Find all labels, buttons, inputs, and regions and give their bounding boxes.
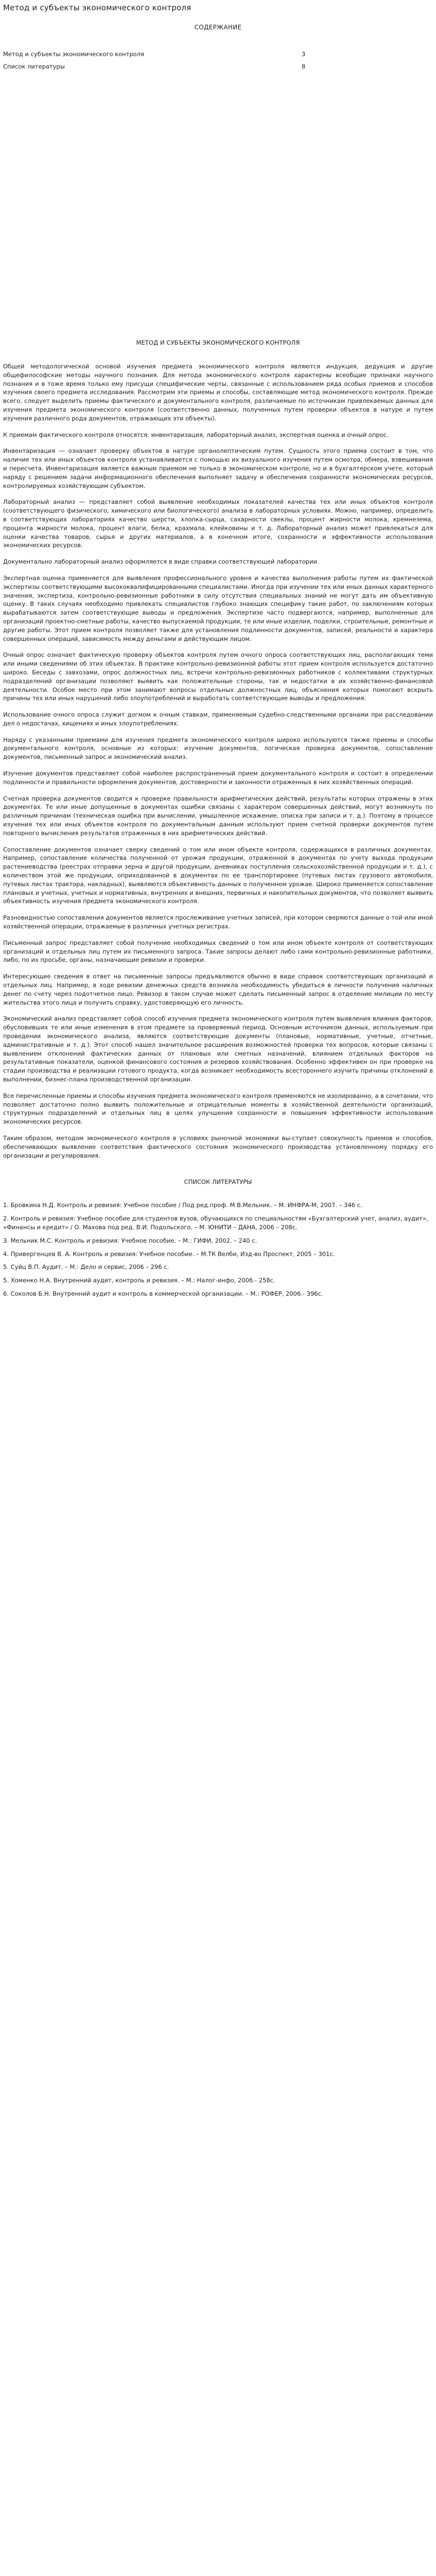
toc-item-page: 3 bbox=[302, 50, 306, 58]
paragraph: Наряду с указанными приемами для изучения предмета экономического контроля широко используются также приемы и способы документального контроля, основные из которых: изучение документов, логическая проверка документов, сопоставление документов, письменный запрос и экономический анализ. bbox=[3, 736, 433, 761]
paragraph: Счетная проверка документов сводится к проверке правильности арифметических действий, результаты которых отражены в этих документах. Те или иные допущенные в документах ошибки связаны с характером совершенных действий, могут возникнуть по различным причинам (техническая ошибка при вычислении, умышленное искажение, описка при записи и т. д.). Поэтому в процессе изучения тех или иных объектов контроля по документальным данным используют прием счетной проверки документов путем повторного вычисления результатов отраженных в них арифметических действий. bbox=[3, 794, 433, 837]
paragraph: Письменный запрос представляет собой получение необходимых сведений о том или ином объекте контроля от соответствующих организаций и отдельных лиц путем их письменного запроса. Такие запросы делают либо сами контрольно-ревизионные работники, либо, по их просьбе, органы, назначающие ревизии и проверки. bbox=[3, 939, 433, 964]
document-title: Метод и субъекты экономического контроля bbox=[3, 3, 191, 12]
paragraph: Изучение документов представляет собой наиболее распространенный прием документального контроля и состоит в определении подлинности и правильности оформления документов, достоверности и законности отраженных в них хозяйственных операций. bbox=[3, 770, 433, 786]
reference-item: 4. Привергенцев В. А. Контроль и ревизия: Учебное пособие. – М.ТК Велби, Изд-во Проспект, 2005 – 301с. bbox=[3, 1250, 335, 1258]
paragraph: Лабораторный анализ — представляет собой выявление необходимых показателей качества тех или иных объектов контроля (соответствующего физического, химического или биологического) анализа в лабораторных условиях. Можно, например, определить в соответствующих лабораториях качество шерсти, хлопка-сырца, сахарности свеклы, процент жирности молока, кремнезема, процента жирности молока, процент влаги, белка, крахмала, клейковины и т. д. Лабораторный анализ может привлекаться для оценки качества товаров, сырья и других материалов, а в конечном итоге, сохранности и эффективности использования экономических ресурсов. bbox=[3, 498, 433, 549]
paragraph: Документально лабораторный анализ оформляется в виде справки соответствующей лаборатории. bbox=[3, 558, 319, 566]
reference-item: 5. Суйц В.П. Аудит. – М.: Дело и сервис, 2006 – 296 с. bbox=[3, 1263, 169, 1271]
toc-row bbox=[3, 50, 433, 63]
toc-item-label: Метод и субъекты экономического контроля bbox=[3, 50, 144, 58]
paragraph: Очный опрос означает фактическую проверку объектов контроля путем очного опроса соответствующих лиц, располагающих теми или иными сведениями об этих объектах. В практике контрольно-ревизионной работы этот прием контроля используется достаточно широко. Беседы с завхозами, опрос должностных лиц, встречи контрольно-ревизионных работников с коллективами структурных подразделений организации позволяют выявить как положительные стороны, так и недостатки в их хозяйственно-финансовой деятельности. Особое место при этом занимают вопросы отдельных должностных лиц, объяснения которых помогают вскрыть причины тех или иных нарушений либо злоупотреблений и выработать соответствующие выводы и предложения. bbox=[3, 651, 433, 702]
paragraph: Экспертная оценка применяется для выявления профессионального уровня и качества выполнения работы путем их фактической экспертизы соответствующими высококвалифицированными специалистами. Иногда при изучении тех или иных данных характерного значения, экспертиза, контрольно-ревизионные работники в силу отсутствия специальных знаний не могут дать им объективную оценку. В таких случаях необходимо привлекать специалистов глубоко знающих специфику такие работ, по заключениям которых вырабатываются затем соответствующие выводы и предложения. Экспертизе часто подвергаются, например, выполненные для организаций проектно-сметные работы, качество выпускаемой продукции, те или иные изделия, поделки, строительные, ремонтные и другие работы. Этот прием контроля позволяет также для установления подлинности документов, записей, реальности и характера совершенных операций, зависимость между деньгами и действующим лицом. bbox=[3, 574, 433, 642]
paragraph: Использование очного опроса служит догмом к очным ставкам, применяемым судебно-следственными органами при расследовании дел о недостачах, хищениях и иных злоупотреблениях. bbox=[3, 711, 433, 727]
reference-item: 3. Мельник М.С. Контроль и ревизия: Учебное пособие. – М.: ГИФИ, 2002. – 240 с. bbox=[3, 1236, 257, 1244]
paragraph: Сопоставление документов означает сверку сведений о том или ином объекте контроля, содержащихся в различных документах. Например, сопоставление количества полученной от урожая продукции, отраженной в документах по учету выхода продукции растениеводства (реестрах отправки зерна и другой продукции, дневниках поступления сельскохозяйственной продукции и т. д.), с количеством этой же продукции, оприходованной в документах по ее транспортировке (путевых листах грузового автомобиля, путевых листах трактора, накладных), выявляются объективность данных о полученном урожае. Широко применяется сопоставление плановых и учетных, учетных и нормативных, внутренних и внешних, первичных и накопительных документов, что позволяет выявить объективность изучения предмета экономического контроля. bbox=[3, 845, 433, 905]
reference-item: 5. Хоменко Н.А. Внутренний аудит, контроль и ревизия. – М.: Налог-инфо, 2006.- 258с. bbox=[3, 1277, 275, 1284]
reference-item: 1. Бровкина Н.Д. Контроль и ревизия: Учебное пособие / Под ред.проф. М.В.Мельник. – М.:ИНФРА-М, 2007. – 346 с. bbox=[3, 1201, 362, 1209]
reference-item: 2. Контроль и ревизия: Учебное пособие для студентов вузов, обучающихся по специальностям «Бухгалтерский учет, анализ, аудит», «Финансы и кредит» / О. Махова под ред. В.И. Подольского. – М. ЮНИТИ – ДАНА, 2006 – 208с. bbox=[3, 1215, 428, 1231]
paragraph: Инвентаризация — означает проверку объектов в натуре органолептическим путем. Сущность этого приема состоит в том, что наличие тех или иных объектов контроля устанавливается с помощью их визуального изучения путем осмотра, обмера, взвешивания и пересчета. Инвентаризация является важным приемом не только в экономическом контроле, но и в бухгалтерском учете, который наряду с решением задачи информационного обеспечения выполняет задачу и обеспечения сохранности экономических ресурсов, контролируемых хозяйствующим субъектом. bbox=[3, 447, 433, 489]
toc-item-page: 8 bbox=[302, 63, 306, 70]
toc-row bbox=[3, 63, 433, 75]
references-heading: СПИСОК ЛИТЕРАТУРЫ bbox=[184, 1178, 252, 1186]
paragraph: Интересующие сведения в ответ на письменные запросы предъявляются обычно в виде справок соответствующих организаций и отдельных лиц. Например, в ходе ревизии денежных средств возникла необходимость убедиться в личности получения наличных денег по счету через подотчетное лицо. Ревизор в таком случае может сделать письменный запрос в отделение милиции по месту жительства этого лица и получить справку, удостоверяющую его личность. bbox=[3, 973, 433, 1006]
paragraph: Все перечисленные приемы и способы изучения предмета экономического контроля применяются не изолированно, а в сочетании, что позволяет достаточно полно выявить положительные и отрицательные моменты в хозяйственной деятельности организаций, структурных подразделений и отдельных лиц в целях улучшения сохранности и повышения эффективности использования экономических ресурсов. bbox=[3, 1092, 433, 1126]
toc-heading: СОДЕРЖАНИЕ bbox=[194, 24, 242, 31]
paragraph: Таким образом, методом экономического контроля в условиях рыночной экономики вы-ступает совокупность приемов и способов, обеспечивающих выявление соответствия фактического состояния экономического производства установленному порядку его организации и регулирования. bbox=[3, 1134, 433, 1159]
paragraph: Общей методологической основой изучения предмета экономического контроля являются индукция, дедукция и другие общефилософские методы научного познания. Для метода экономического контроля характерны всеобщие признаки научного познания и в тоже время только ему присущи специфические черты, связанные с использованием ряда особых приемов и способов изучения своего предмета исследования. Рассмотрим эти приемы и способы, составляющие метод экономического контроля. Прежде всего, следует выделить приемы фактического и документального контроля, различаемые по источникам привлекаемых данных для изучения предмета экономического контроля (соответственно данных, полученных путем проверки объектов в натуре и путем изучения различного рода документов, отражающих эти объекты). bbox=[3, 363, 433, 422]
section-heading: МЕТОД И СУБЪЕКТЫ ЭКОНОМИЧЕСКОГО КОНТРОЛЯ bbox=[136, 339, 300, 346]
reference-item: 6. Соколов Б.Н. Внутренний аудит и контроль в коммерческой организации. – М.: РОФЕР, 2006.- 396с. bbox=[3, 1290, 323, 1297]
paragraph: Экономический анализ представляет собой способ изучения предмета экономического контроля путем выявления влияния факторов, обусловивших те или иные изменения в этом предмете за проверяемый период. Основным источником данных, используемым при проведении экономического анализа, являются соответствующие документы (плановые, нормативные, учетные, отчетные, административные и т. д.). Этот способ нашел значительное расширения возможностей проверки тех вопросов, которые связаны с выявлением отклонений фактических данных от плановых или сметных назначений, влиянием отдельных факторов на результативные показатели, оценкой финансового состояния и резервов хозяйствования. Особенно эффективен он при проверке на стадии производства и реализации готового продукта, когда возникает необходимость всестороннего изучить причины отклонений в выполнении, бизнес-плана производственной организации. bbox=[3, 1015, 433, 1083]
toc-item-label: Список литературы bbox=[3, 63, 65, 70]
paragraph: Разновидностью сопоставления документов является прослеживание учетных записей, при котором сверяются данные о той или иной хозяйственной операции, отражаемые в различных учетных регистрах. bbox=[3, 914, 433, 930]
references-list bbox=[3, 1201, 433, 1298]
table-of-contents bbox=[3, 50, 433, 75]
body-text bbox=[3, 362, 433, 1160]
paragraph: К приемам фактического контроля относятся: инвентаризация, лабораторный анализ, экспертная оценка и очный опрос. bbox=[3, 431, 389, 438]
